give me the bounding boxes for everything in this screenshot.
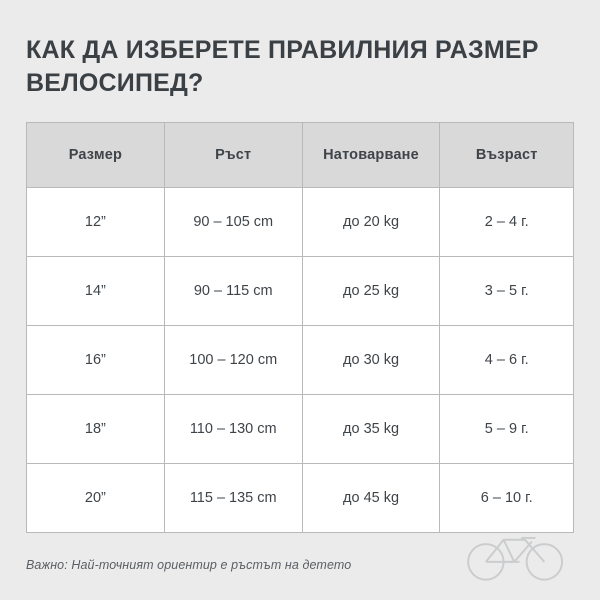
cell-height: 90 – 105 cm (164, 188, 302, 257)
cell-load: до 25 kg (302, 257, 440, 326)
table-row (27, 257, 574, 326)
footnote-text: Важно: Най-точният ориентир е ръстът на детето (26, 558, 352, 572)
cell-size: 18” (27, 395, 165, 464)
table-body (27, 188, 574, 533)
bike-size-table (26, 122, 574, 533)
cell-height: 100 – 120 cm (164, 326, 302, 395)
cell-size: 20” (27, 464, 165, 533)
cell-height: 110 – 130 cm (164, 395, 302, 464)
cell-load: до 35 kg (302, 395, 440, 464)
table-header-row (27, 123, 574, 188)
cell-size: 16” (27, 326, 165, 395)
cell-size: 14” (27, 257, 165, 326)
table-header (27, 123, 574, 188)
cell-size: 12” (27, 188, 165, 257)
table-row (27, 188, 574, 257)
cell-age: 3 – 5 г. (440, 257, 574, 326)
table-row (27, 395, 574, 464)
column-header-age: Възраст (440, 123, 574, 188)
cell-height: 90 – 115 cm (164, 257, 302, 326)
cell-age: 5 – 9 г. (440, 395, 574, 464)
cell-height: 115 – 135 cm (164, 464, 302, 533)
cell-load: до 45 kg (302, 464, 440, 533)
cell-age: 2 – 4 г. (440, 188, 574, 257)
page-title: КАК ДА ИЗБЕРЕТЕ ПРАВИЛНИЯ РАЗМЕР ВЕЛОСИПЕД? (26, 36, 539, 97)
table-row (27, 326, 574, 395)
cell-age: 6 – 10 г. (440, 464, 574, 533)
cell-load: до 20 kg (302, 188, 440, 257)
cell-load: до 30 kg (302, 326, 440, 395)
cell-age: 4 – 6 г. (440, 326, 574, 395)
column-header-height: Ръст (164, 123, 302, 188)
column-header-size: Размер (27, 123, 165, 188)
column-header-load: Натоварване (302, 123, 440, 188)
bicycle-icon (462, 522, 570, 584)
